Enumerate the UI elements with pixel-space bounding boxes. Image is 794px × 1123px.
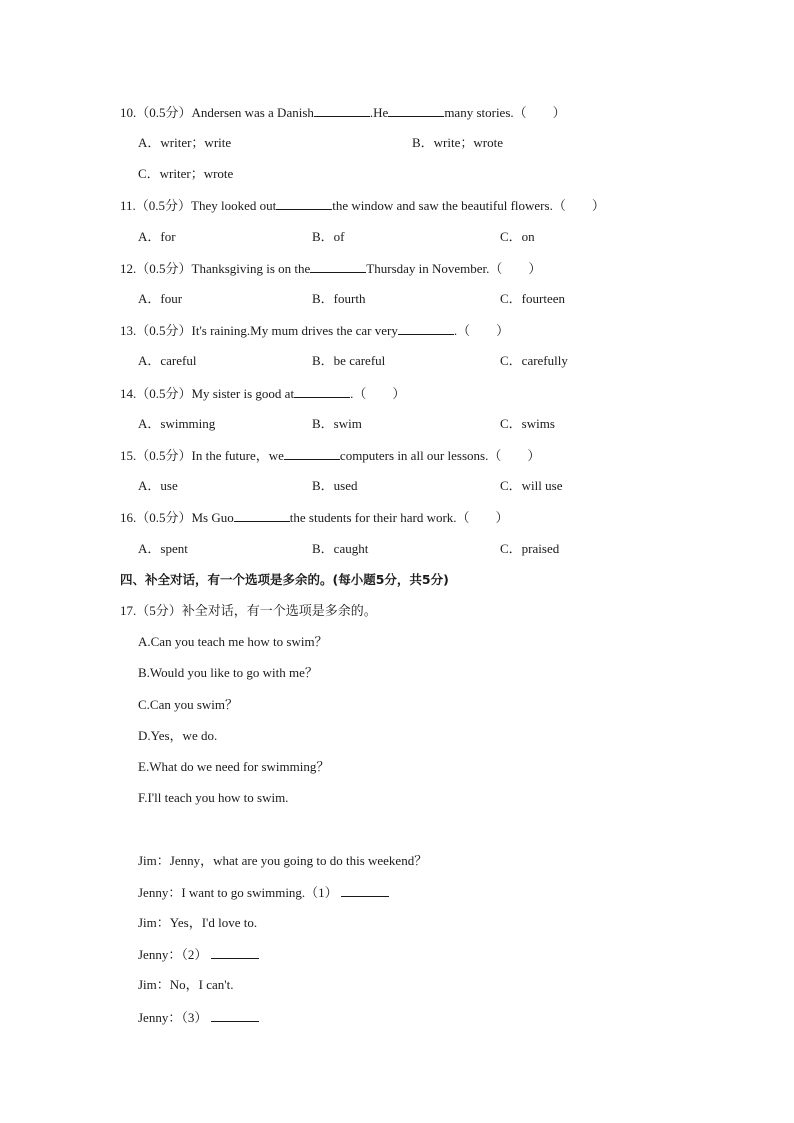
option-a: A．writer；write (138, 135, 232, 150)
option-a: A．four (138, 291, 183, 306)
question-10 (120, 104, 566, 121)
option-c: C．on (500, 229, 535, 244)
option-b: B．caught (312, 541, 369, 556)
option-b: B．of (312, 229, 345, 244)
question-14 (120, 385, 405, 402)
answer-blank (234, 509, 290, 522)
question-16 (120, 509, 509, 526)
question-text: 12.（0.5分）Thanksgiving is on the (120, 261, 311, 276)
option-a: A．for (138, 229, 176, 244)
option-a: A．swimming (138, 416, 216, 431)
option-c: C．carefully (500, 353, 568, 368)
question-text: 16.（0.5分）Ms Guo (120, 510, 234, 525)
option-b: B．be careful (312, 353, 386, 368)
dialogue-text: Jenny：I want to go swimming.（1） (138, 885, 338, 900)
question-text: Thursday in November.（ ） (366, 261, 542, 276)
question-text: .（ ） (453, 323, 510, 338)
option-c: C．will use (500, 478, 563, 493)
option-b: B．fourth (312, 291, 366, 306)
answer-blank (310, 260, 366, 273)
section-heading: 四、补全对话，有一个选项是多余的。(每小题5分，共5分) (120, 572, 449, 587)
question-15 (120, 447, 540, 464)
answer-blank (211, 946, 259, 959)
dialogue-line: Jim：Yes，I'd love to. (138, 915, 258, 930)
option-c: C．swims (500, 416, 555, 431)
choice-b: B.Would you like to go with me？ (138, 665, 318, 680)
question-text: 10.（0.5分）Andersen was a Danish (120, 105, 314, 120)
question-text: 11.（0.5分）They looked out (120, 198, 277, 213)
choice-d: D.Yes，we do. (138, 728, 218, 743)
answer-blank (284, 447, 340, 460)
dialogue-text: Jenny：（3） (138, 1010, 208, 1025)
answer-blank (211, 1009, 259, 1022)
answer-blank (341, 884, 389, 897)
question-text: .He (369, 105, 389, 120)
dialogue-line (138, 884, 389, 901)
choice-e: E.What do we need for swimming？ (138, 759, 330, 774)
question-text: 15.（0.5分）In the future，we (120, 448, 284, 463)
option-b: B．swim (312, 416, 362, 431)
answer-blank (294, 385, 350, 398)
question-12 (120, 260, 541, 277)
question-text: 13.（0.5分）It's raining.My mum drives the car very (120, 323, 398, 338)
answer-blank (314, 104, 370, 117)
option-a: A．careful (138, 353, 197, 368)
answer-blank (388, 104, 444, 117)
question-text: computers in all our lessons.（ ） (339, 448, 541, 463)
dialogue-line: Jim：Jenny，what are you going to do this weekend？ (138, 853, 428, 868)
option-c: C．writer；wrote (138, 166, 234, 181)
dialogue-line (138, 1009, 259, 1026)
dialogue-text: Jenny：（2） (138, 947, 208, 962)
option-c: C．fourteen (500, 291, 565, 306)
question-text: .（ ） (350, 386, 406, 401)
dialogue-line (138, 946, 259, 963)
choice-a: A.Can you teach me how to swim？ (138, 634, 328, 649)
answer-blank (276, 197, 332, 210)
question-text: the students for their hard work.（ ） (289, 510, 509, 525)
dialogue-line: Jim：No，I can't. (138, 977, 234, 992)
choice-c: C.Can you swim？ (138, 697, 239, 712)
question-text: many stories.（ ） (444, 105, 566, 120)
question-17-prompt: 17.（5分）补全对话，有一个选项是多余的。 (120, 603, 377, 618)
question-13 (120, 322, 509, 339)
option-a: A．spent (138, 541, 188, 556)
option-a: A．use (138, 478, 178, 493)
option-b: B．write；wrote (412, 135, 503, 150)
option-c: C．praised (500, 541, 560, 556)
question-text: the window and saw the beautiful flowers.（ ） (332, 198, 605, 213)
choice-f: F.I'll teach you how to swim. (138, 790, 289, 805)
answer-blank (398, 322, 454, 335)
question-11 (120, 197, 605, 214)
option-b: B．used (312, 478, 358, 493)
question-text: 14.（0.5分）My sister is good at (120, 386, 295, 401)
